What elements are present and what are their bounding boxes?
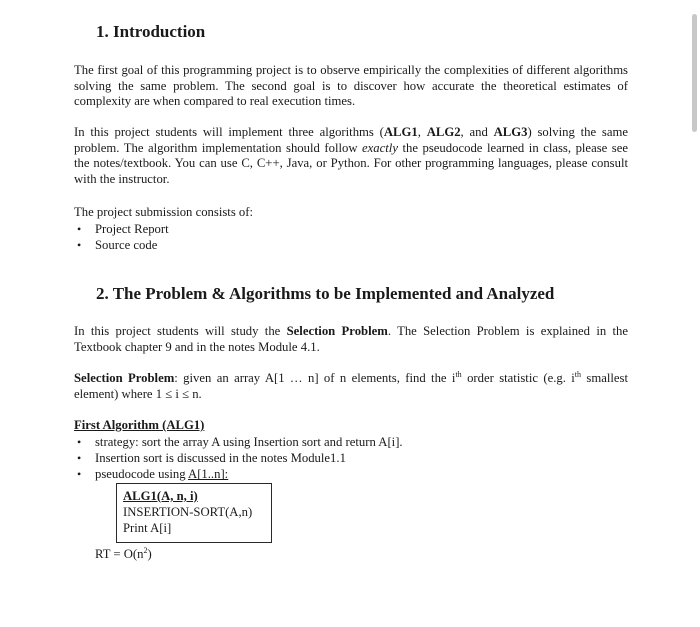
- submission-list: [74, 221, 169, 253]
- list-item: • Source code: [77, 238, 158, 253]
- bullet-icon: •: [77, 467, 82, 482]
- intro-paragraph-2: In this project students will implement three algorithms (ALG1, ALG2, and ALG3) solving the same problem. The algorithm implementation should follow exactly the pseudocode learned in class, please see the notes/textbook. You can use C, C++, Java, or Python. For other programming languages, please consult with the instructor.: [74, 125, 628, 186]
- intro-paragraph-1: The first goal of this programming project is to observe empirically the complexities of different algorithms solving the same problem. The second goal is to discover how accurate the theoretical estimates of complexity are when compared to real execution times.: [74, 63, 628, 109]
- bullet-icon: •: [77, 451, 82, 466]
- pseudocode-line: INSERTION-SORT(A,n): [123, 505, 253, 519]
- pseudocode-title: ALG1(A, n, i): [123, 489, 198, 503]
- pseudocode-line: Print A[i]: [123, 521, 172, 535]
- list-item: • Project Report: [77, 222, 169, 236]
- submission-intro: The project submission consists of:: [74, 205, 254, 219]
- running-time: RT = $O(n^2)$: [95, 545, 152, 561]
- section-title-problem: 2. The Problem & Algorithms to be Implemented and Analyzed: [96, 284, 555, 303]
- problem-paragraph: In this project students will study the Selection Problem. The Selection Problem is explained in the Textbook chapter 9 and in the notes Module 4.1.: [74, 324, 629, 354]
- bullet-icon: •: [77, 222, 82, 236]
- algorithm-list: [74, 434, 403, 483]
- list-item: • pseudocode using A[1..n]:: [77, 467, 229, 482]
- list-item: • strategy: sort the array A using Insertion sort and return A[i].: [77, 435, 403, 449]
- first-algorithm-heading: First Algorithm (ALG1): [74, 418, 205, 432]
- selection-problem-definition: Selection Problem: given an array A[1 … n] of n elements, find the $i^{th}$ order statistic (e.g. $i^{th}$ smallest element) where 1 ≤ i ≤ n.: [74, 369, 628, 401]
- bullet-icon: •: [77, 238, 82, 253]
- section-title-introduction: 1. Introduction: [96, 22, 206, 41]
- list-item: • Insertion sort is discussed in the notes Module1.1: [77, 451, 346, 466]
- bullet-icon: •: [77, 435, 82, 449]
- pseudocode-box: [116, 483, 272, 543]
- scrollbar[interactable]: [692, 14, 697, 132]
